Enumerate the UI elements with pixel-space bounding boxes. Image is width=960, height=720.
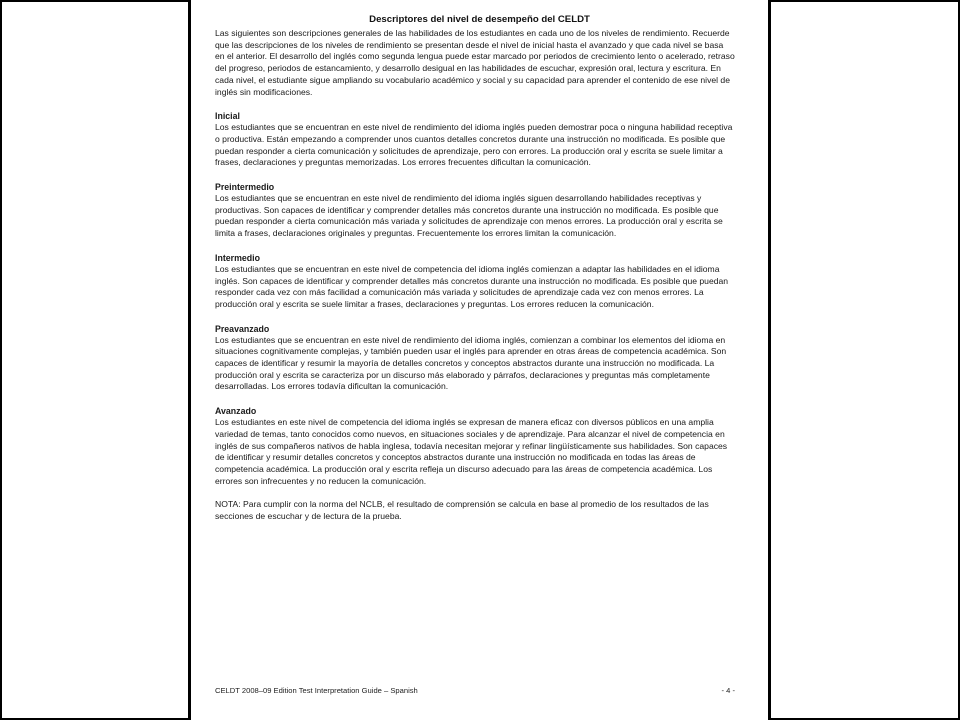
right-border <box>768 0 771 720</box>
section-avanzado <box>215 405 735 487</box>
section-text: Los estudiantes que se encuentran en este nivel de rendimiento del idioma inglés siguen desarrollando habilidades receptivas y productivas. Son capaces de identificar y comprender detalles más concretos durante una instrucción no modificada. Es posible que puedan responder a cierta comunicación más variada y solicitudes de aprendizaje con menos errores. La producción oral y escrita se limita a frases, declaraciones originales y preguntas. Frecuentemente los errores limitan la comunicación. <box>215 193 723 239</box>
section-heading: Preintermedio <box>215 182 275 193</box>
section-text: Los estudiantes en este nivel de competencia del idioma inglés se expresan de manera eficaz con diversos públicos en una amplia variedad de temas, tanto conocidos como nuevos, en situaciones sociales y de aprendizaje. Para alcanzar el nivel de competencia en inglés de sus compañeros nativos de habla inglesa, todavía necesitan mejorar y refinar lingüísticamente sus habilidades. Son capaces de identificar y resumir detalles concretos y conceptos abstractos durante una instrucción no modificada en todas las áreas de competencia académica. La producción oral y escrita refleja un discurso adecuado para las áreas de competencia académica. Los errores son infrecuentes y no reducen la comunicación. <box>215 417 728 486</box>
note-paragraph: NOTA: Para cumplir con la norma del NCLB, el resultado de comprensión se calcula en base al promedio de los resultados de las secciones de escuchar y de lectura de la prueba. <box>215 499 709 522</box>
section-inicial <box>215 110 735 169</box>
document-title: Descriptores del nivel de desempeño del CELDT <box>369 14 590 25</box>
section-text: Los estudiantes que se encuentran en este nivel de competencia del idioma inglés comienzan a adaptar las habilidades en el idioma inglés. Son capaces de identificar y comprender detalles más concretos durante una instrucción no modificada. Es posible que puedan responder cada vez con más facilidad a comunicación más variada y solicitudes de aprendizaje cada vez con menos errores. La producción oral y escrita se suele limitar a frases, declaraciones y preguntas. Los errores reducen la comunicación. <box>215 263 729 309</box>
section-text: Los estudiantes que se encuentran en este nivel de rendimiento del idioma inglés, comienzan a combinar los elementos del idioma en situaciones cognitivamente complejas, y también pueden usar el inglés para aprender en otras áreas de competencia académica. Son capaces de identificar y resumir la mayoría de detalles concretos y conceptos abstractos durante una instrucción no modificada. La producción oral y escrita se caracteriza por un discurso más elaborado y párrafos, declaraciones y preguntas más completamente desarrolladas. Los errores todavía dificultan la comunicación. <box>215 334 727 392</box>
section-heading: Inicial <box>215 111 240 122</box>
section-preintermedio <box>215 181 735 240</box>
section-heading: Preavanzado <box>215 323 270 334</box>
page-number: - 4 - <box>721 686 735 695</box>
section-intermedio <box>215 252 735 311</box>
document-page <box>191 0 768 720</box>
document-body <box>215 28 735 535</box>
page-footer <box>215 686 735 698</box>
section-heading: Avanzado <box>215 406 257 417</box>
intro-paragraph: Las siguientes son descripciones generales de las habilidades de los estudiantes en cada uno de los niveles de rendimiento. Recuerde que las descripciones de los niveles de rendimiento se presentan desde el nivel de inicial hasta el avanzado y que cada nivel se basa en el anterior. El desarrollo del inglés como segunda lengua puede estar marcado por periodos de crecimiento lento o acelerado, retraso del progreso, periodos de estancamiento, y desarrollo desigual en las habilidades de escuchar, expresión oral, lectura y escritura. En cada nivel, el estudiante sigue ampliando su vocabulario académico y social y su capacidad para aprender el contenido de ese nivel de inglés sin modificaciones. <box>215 28 735 97</box>
footer-guide-title: CELDT 2008–09 Edition Test Interpretation Guide – Spanish <box>215 686 418 695</box>
section-heading: Intermedio <box>215 252 260 263</box>
section-text: Los estudiantes que se encuentran en este nivel de rendimiento del idioma inglés pueden demostrar poca o ninguna habilidad receptiva o productiva. Están empezando a comprender unos cuantos detalles concretos durante una instrucción no modificada. Es posible que puedan responder a cierta comunicación y solicitudes de aprendizaje, pero con errores. La producción oral y escrita se suele limitar a frases, declaraciones y preguntas memorizadas. Los errores frecuentes dificultan la comunicación. <box>215 122 733 168</box>
section-preavanzado <box>215 323 735 394</box>
